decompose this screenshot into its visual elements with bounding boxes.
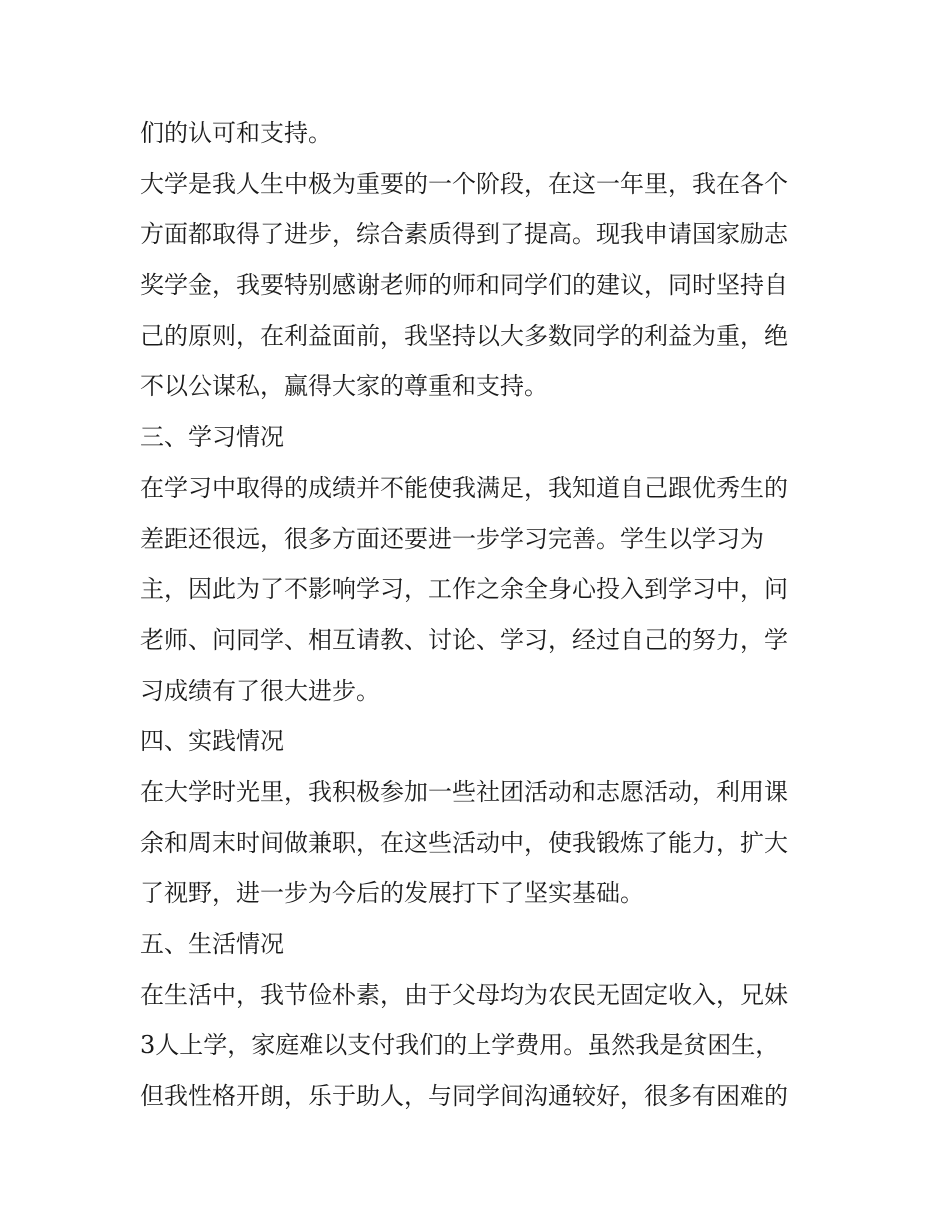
paragraph-line: 余和周末时间做兼职，在这些活动中，使我锻炼了能力，扩大 xyxy=(140,828,788,857)
paragraph-line: 大学是我人生中极为重要的一个阶段，在这一年里，我在各个 xyxy=(140,169,788,198)
paragraph-line: 了视野，进一步为今后的发展打下了坚实基础。 xyxy=(140,879,644,908)
paragraph-line: 但我性格开朗，乐于助人，与同学间沟通较好，很多有困难的 xyxy=(140,1082,788,1111)
document-body xyxy=(140,108,820,1122)
paragraph-line: 己的原则，在利益面前，我坚持以大多数同学的利益为重，绝 xyxy=(140,321,788,350)
section-heading-life: 五、生活情况 xyxy=(140,930,284,958)
paragraph-line: 差距还很远，很多方面还要进一步学习完善。学生以学习为 xyxy=(140,524,764,553)
paragraph-line: 们的认可和支持。 xyxy=(140,119,332,147)
paragraph-line: 不以公谋私，赢得大家的尊重和支持。 xyxy=(140,372,548,401)
paragraph-line: 3人上学，家庭难以支付我们的上学费用。虽然我是贫困生， xyxy=(140,1031,780,1060)
paragraph-line: 在大学时光里，我积极参加一些社团活动和志愿活动，利用课 xyxy=(140,777,788,806)
section-heading-study: 三、学习情况 xyxy=(140,423,284,452)
paragraph-line: 方面都取得了进步，综合素质得到了提高。现我申请国家励志 xyxy=(140,220,788,249)
paragraph-line: 奖学金，我要特别感谢老师的师和同学们的建议，同时坚持自 xyxy=(140,271,788,300)
paragraph-line: 老师、问同学、相互请教、讨论、学习，经过自己的努力，学 xyxy=(140,625,788,654)
paragraph-line: 习成绩有了很大进步。 xyxy=(140,676,380,705)
paragraph-line: 在生活中，我节俭朴素，由于父母均为农民无固定收入，兄妹 xyxy=(140,980,788,1009)
section-heading-practice: 四、实践情况 xyxy=(140,727,284,756)
paragraph-line: 主，因此为了不影响学习，工作之余全身心投入到学习中，问 xyxy=(140,575,788,604)
paragraph-line: 在学习中取得的成绩并不能使我满足，我知道自己跟优秀生的 xyxy=(140,473,788,502)
